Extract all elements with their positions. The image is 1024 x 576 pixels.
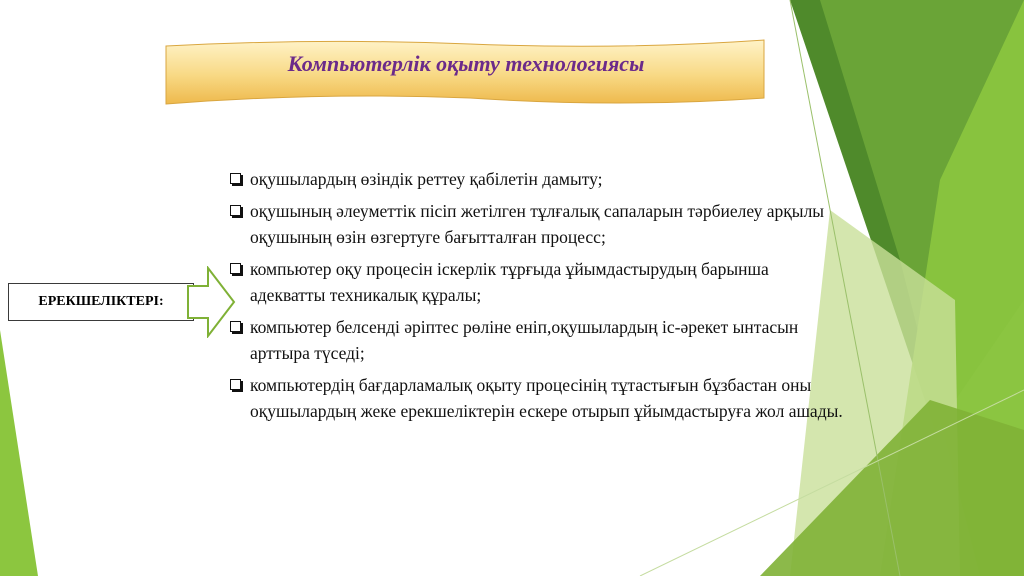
square-bullet-icon bbox=[230, 321, 241, 332]
square-bullet-icon bbox=[230, 205, 241, 216]
slide-title: Компьютерлік оқыту технологиясы bbox=[287, 51, 645, 76]
square-bullet-icon bbox=[230, 379, 241, 390]
list-item-text: оқушының әлеуметтік пісіп жетілген тұлғалық сапаларын тәрбиелеу арқылы оқушының өзін өзгертуге бағытталған процесс; bbox=[250, 201, 825, 247]
list-item bbox=[230, 256, 845, 308]
list-item bbox=[230, 166, 845, 192]
list-item bbox=[230, 198, 845, 250]
features-label: ЕРЕКШЕЛІКТЕРІ: bbox=[8, 283, 194, 321]
square-bullet-icon bbox=[230, 263, 241, 274]
square-bullet-icon bbox=[230, 173, 241, 184]
list-item-text: оқушылардың өзіндік реттеу қабілетін дамыту; bbox=[250, 169, 603, 189]
list-item-text: компьютердің бағдарламалық оқыту процесінің тұтастығын бұзбастан оны оқушылардың жеке ерекшеліктерін ескере отырып ұйымдастыруға жол ашады. bbox=[250, 375, 843, 421]
right-arrow-icon bbox=[186, 266, 236, 338]
list-item-text: компьютер оқу процесін іскерлік тұрғыда ұйымдастырудың барынша адекватты техникалық құралы; bbox=[250, 259, 769, 305]
list-item-text: компьютер белсенді әріптес рөліне еніп,оқушылардың іс-әрекет ынтасын арттыра түседі; bbox=[250, 317, 799, 363]
features-list bbox=[230, 166, 845, 430]
list-item bbox=[230, 372, 845, 424]
list-item bbox=[230, 314, 845, 366]
